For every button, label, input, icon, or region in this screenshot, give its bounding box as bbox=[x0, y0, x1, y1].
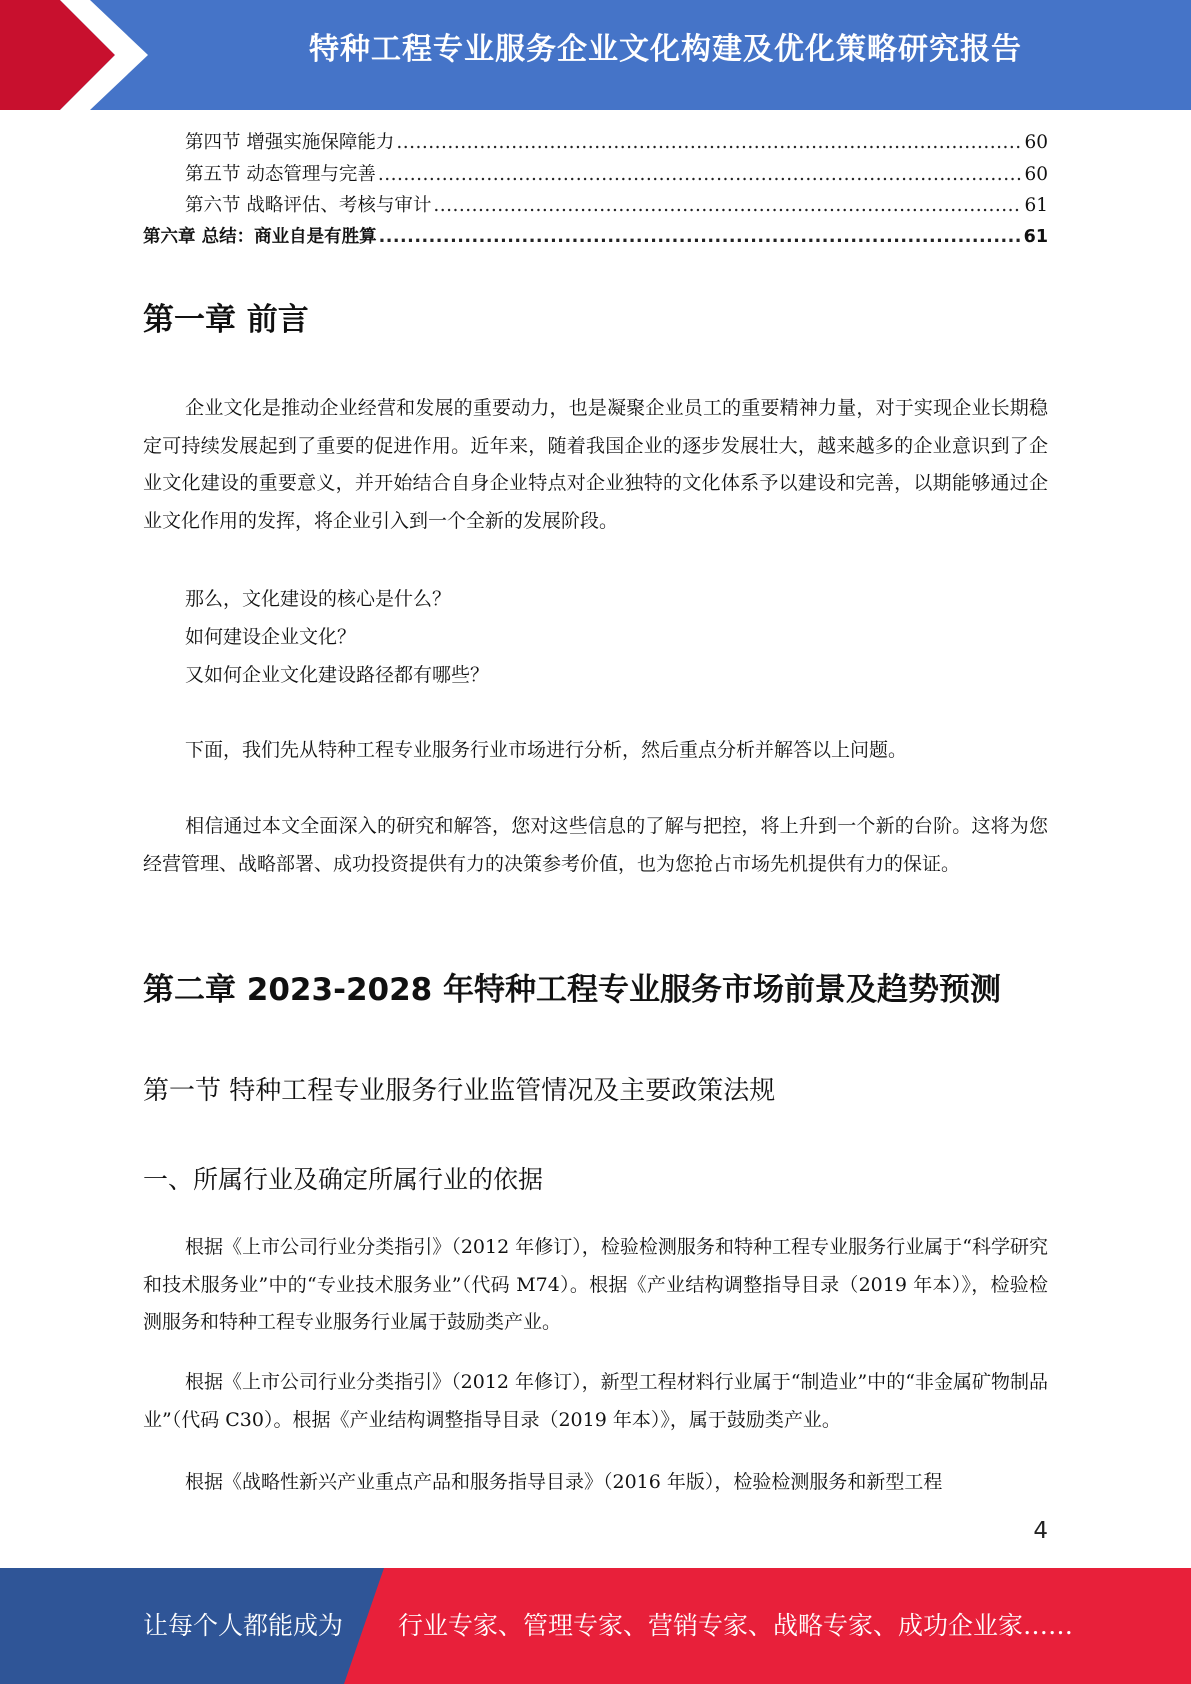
page-number: 4 bbox=[1033, 1518, 1048, 1544]
report-title: 特种工程专业服务企业文化构建及优化策略研究报告 bbox=[309, 32, 1022, 67]
page-header bbox=[0, 0, 1191, 110]
subsection-heading: 一、所属行业及确定所属行业的依据 bbox=[143, 1165, 544, 1194]
paragraph bbox=[143, 1229, 1048, 1342]
toc-entry[interactable] bbox=[143, 191, 1048, 223]
toc-entry-title: 第五节 动态管理与完善 bbox=[185, 163, 376, 185]
paragraph bbox=[143, 390, 1048, 540]
paragraph bbox=[143, 808, 1048, 883]
paragraph-text: 相信通过本文全面深入的研究和解答，您对这些信息的了解与把控，将上升到一个新的台阶。这将为您经营管理、战略部署、成功投资提供有力的决策参考价值，也为您抢占市场先机提供有力的保证。 bbox=[143, 815, 1048, 875]
page-footer bbox=[0, 1568, 1191, 1684]
table-of-contents bbox=[143, 128, 1048, 254]
footer-slogan-right: 行业专家、管理专家、营销专家、战略专家、成功企业家…… bbox=[398, 1611, 1074, 1640]
question-line: 如何建设企业文化？ bbox=[185, 626, 357, 648]
paragraph-text: 企业文化是推动企业经营和发展的重要动力，也是凝聚企业员工的重要精神力量，对于实现企业长期稳定可持续发展起到了重要的促进作用。近年来，随着我国企业的逐步发展壮大，越来越多的企业意识到了企业文化建设的重要意义，并开始结合自身企业特点对企业独特的文化体系予以建设和完善，以期能够通过企业文化作用的发挥，将企业引入到一个全新的发展阶段。 bbox=[143, 397, 1048, 532]
toc-leader-dots bbox=[379, 227, 1022, 247]
toc-leader-dots bbox=[378, 164, 1023, 185]
footer-slogan-left: 让每个人都能成为 bbox=[143, 1611, 344, 1640]
toc-entry-page: 60 bbox=[1024, 163, 1048, 185]
toc-entry-title: 第四节 增强实施保障能力 bbox=[185, 132, 395, 153]
chapter-heading: 第一章 前言 bbox=[143, 302, 309, 338]
section-heading: 第一节 特种工程专业服务行业监管情况及主要政策法规 bbox=[143, 1076, 776, 1106]
toc-leader-dots bbox=[433, 195, 1022, 216]
toc-entry-page: 61 bbox=[1023, 226, 1048, 247]
paragraph-text: 根据《上市公司行业分类指引》（2012 年修订），检验检测服务和特种工程专业服务行业属于“科学研究和技术服务业”中的“专业技术服务业”（代码 M74）。根据《产业结构调整指导目录（2019 年本）》，检验检测服务和特种工程专业服务行业属于鼓励类产业。 bbox=[143, 1236, 1048, 1333]
question-line: 那么，文化建设的核心是什么？ bbox=[185, 588, 452, 610]
toc-entry-page: 60 bbox=[1024, 132, 1048, 153]
toc-entry-page: 61 bbox=[1024, 195, 1048, 216]
toc-entry[interactable] bbox=[143, 128, 1048, 160]
toc-entry-title: 第六章 总结：商业自是有胜算 bbox=[143, 226, 377, 247]
toc-entry-chapter[interactable] bbox=[143, 223, 1048, 255]
question-line: 又如何企业文化建设路径都有哪些？ bbox=[185, 664, 490, 686]
paragraph bbox=[143, 1364, 1048, 1439]
paragraph-text: 根据《上市公司行业分类指引》（2012 年修订），新型工程材料行业属于“制造业”中的“非金属矿物制品业”（代码 C30）。根据《产业结构调整指导目录（2019 年本）》，属于鼓励类产业。 bbox=[143, 1371, 1048, 1431]
toc-entry-title: 第六节 战略评估、考核与审计 bbox=[185, 195, 432, 216]
toc-entry[interactable] bbox=[143, 160, 1048, 192]
paragraph-text: 根据《战略性新兴产业重点产品和服务指导目录》（2016 年版），检验检测服务和新型工程 bbox=[185, 1471, 943, 1493]
paragraph bbox=[143, 1464, 1048, 1502]
toc-leader-dots bbox=[396, 132, 1022, 153]
paragraph-text: 下面，我们先从特种工程专业服务行业市场进行分析，然后重点分析并解答以上问题。 bbox=[185, 739, 908, 761]
chapter-heading: 第二章 2023-2028 年特种工程专业服务市场前景及趋势预测 bbox=[143, 972, 1002, 1008]
header-arrow-decoration bbox=[0, 0, 160, 110]
paragraph bbox=[143, 732, 1048, 770]
